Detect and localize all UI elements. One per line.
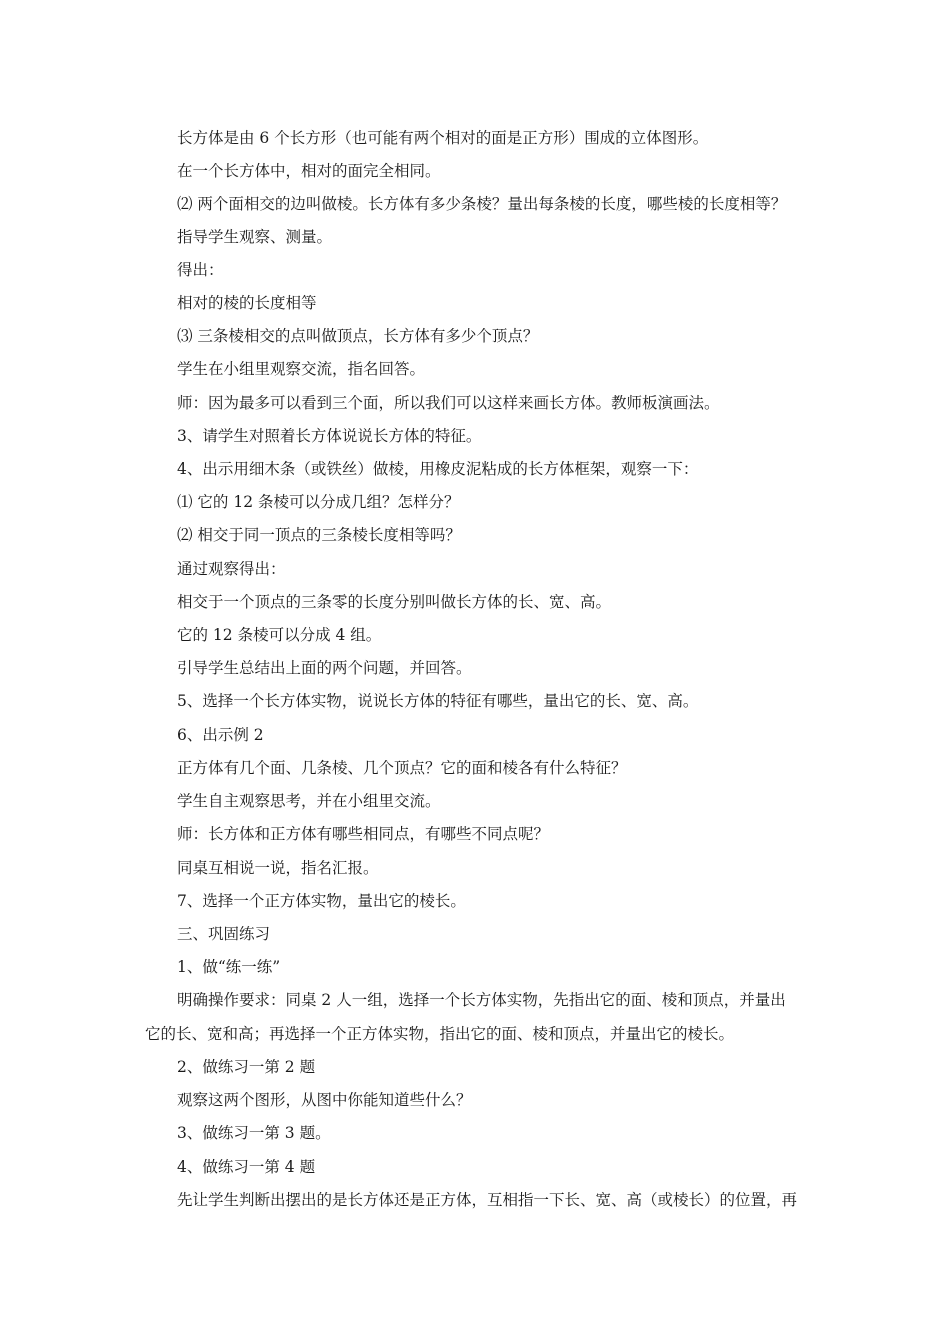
text-line: 它的 12 条棱可以分成 4 组。 [177, 626, 382, 644]
text-line: ⑶ 三条棱相交的点叫做顶点，长方体有多少个顶点？ [177, 327, 539, 345]
text-line: 3、请学生对照着长方体说说长方体的特征。 [177, 427, 482, 445]
text-line: 3、做练习一第 3 题。 [177, 1124, 331, 1142]
text-line: 1、做“练一练” [177, 958, 281, 976]
text-line: 7、选择一个正方体实物，量出它的棱长。 [177, 892, 466, 910]
text-line: 师：因为最多可以看到三个面，所以我们可以这样来画长方体。教师板演画法。 [177, 394, 720, 412]
text-line: 4、做练习一第 4 题 [177, 1158, 316, 1176]
text-line: 它的长、宽和高；再选择一个正方体实物，指出它的面、棱和顶点，并量出它的棱长。 [145, 1025, 735, 1043]
text-line: 指导学生观察、测量。 [177, 228, 333, 246]
text-line: 5、选择一个长方体实物，说说长方体的特征有哪些，量出它的长、宽、高。 [177, 692, 699, 710]
text-line: 学生自主观察思考，并在小组里交流。 [177, 792, 441, 810]
text-line: 6、出示例 2 [177, 726, 264, 744]
text-line: 在一个长方体中，相对的面完全相同。 [177, 162, 441, 180]
text-line: 先让学生判断出摆出的是长方体还是正方体，互相指一下长、宽、高（或棱长）的位置，再 [177, 1191, 798, 1209]
text-line: 正方体有几个面、几条棱、几个顶点？它的面和棱各有什么特征？ [177, 759, 627, 777]
text-line: ⑵ 两个面相交的边叫做棱。长方体有多少条棱？量出每条棱的长度，哪些棱的长度相等？ [177, 195, 787, 213]
text-line: 明确操作要求：同桌 2 人一组，选择一个长方体实物，先指出它的面、棱和顶点，并量出 [177, 991, 786, 1009]
text-line: 学生在小组里观察交流，指名回答。 [177, 360, 426, 378]
text-line: 同桌互相说一说，指名汇报。 [177, 859, 379, 877]
text-line: 观察这两个图形，从图中你能知道些什么？ [177, 1091, 472, 1109]
text-line: 相对的棱的长度相等 [177, 294, 317, 312]
text-line: 师：长方体和正方体有哪些相同点，有哪些不同点呢？ [177, 825, 550, 843]
text-line: ⑴ 它的 12 条棱可以分成几组？怎样分？ [177, 493, 460, 511]
text-line: 2、做练习一第 2 题 [177, 1058, 316, 1076]
text-line: 引导学生总结出上面的两个问题，并回答。 [177, 659, 472, 677]
text-line: 相交于一个顶点的三条零的长度分别叫做长方体的长、宽、高。 [177, 593, 612, 611]
text-line: 长方体是由 6 个长方形（也可能有两个相对的面是正方形）围成的立体图形。 [177, 129, 709, 147]
section-heading: 三、巩固练习 [177, 925, 271, 943]
text-line: 得出： [177, 261, 224, 279]
text-line: 4、出示用细木条（或铁丝）做棱，用橡皮泥粘成的长方体框架，观察一下： [177, 460, 699, 478]
text-line: ⑵ 相交于同一顶点的三条棱长度相等吗？ [177, 526, 461, 544]
text-line: 通过观察得出： [177, 560, 286, 578]
